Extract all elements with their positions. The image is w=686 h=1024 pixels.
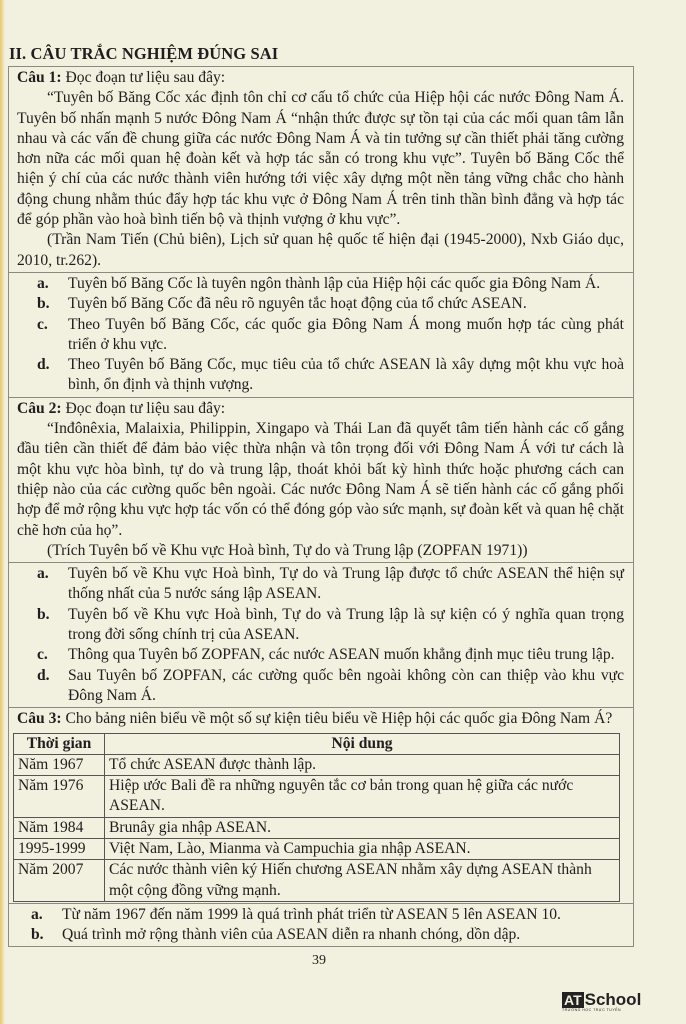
school-logo [562, 990, 641, 1012]
option-label: d. [37, 666, 50, 684]
cell-content: Việt Nam, Lào, Mianma và Campuchia gia nhập ASEAN. [105, 838, 620, 859]
question-prompt: Đọc đoạn tư liệu sau đây: [65, 399, 226, 417]
table-row [14, 860, 620, 902]
option-c [17, 315, 624, 356]
cell-time: Năm 1984 [14, 817, 105, 838]
question-1-options [9, 273, 633, 398]
column-header-content: Nội dung [105, 733, 620, 754]
quote-text: “Tuyên bố Băng Cốc xác định tôn chỉ cơ cấu tổ chức của Hiệp hội các nước Đông Nam Á. Tuyên bố nhấn mạnh 5 nước Đông Nam Á “nhận thức được sự tồn tại của các mối quan tâm lẫn nhau và các vấn đề chung giữa các nước Đông Nam Á và tin tưởng sự cần thiết phải tăng cường hơn nữa các mối quan hệ đoàn kết và hợp tác sẵn có trong khu vực”. Tuyên bố Băng Cốc thể hiện ý chí của các nước thành viên hướng tới việc xây dựng một nền tảng vững chắc cho hành động chung nhằm thúc đẩy hợp tác khu vực ở Đông Nam Á trên tinh thần bình đẳng và hợp tác để góp phần vào hoà bình tiến bộ và thịnh vượng ở khu vực”. [17, 89, 624, 229]
option-label: b. [37, 605, 50, 623]
question-label: Câu 2: [17, 399, 62, 417]
question-prompt: Cho bảng niên biểu về một số sự kiện tiêu biểu về Hiệp hội các quốc gia Đông Nam Á? [65, 710, 613, 728]
logo-mark: AT [564, 992, 582, 1008]
question-3-options [9, 904, 633, 948]
question-1-passage [9, 67, 633, 273]
option-b [17, 605, 624, 646]
option-label: d. [37, 356, 50, 374]
cell-time: 1995-1999 [14, 838, 105, 859]
option-text: Quá trình mở rộng thành viên của ASEAN diễn ra nhanh chóng, dồn dập. [62, 926, 521, 944]
table-row [14, 838, 620, 859]
cell-content: Hiệp ước Bali đề ra những nguyên tắc cơ bản trong quan hệ giữa các nước ASEAN. [105, 776, 620, 818]
logo-tagline: TRƯỜNG HỌC TRỰC TUYẾN [562, 1008, 622, 1012]
option-label: a. [37, 565, 49, 583]
page-number: 39 [312, 953, 326, 968]
table-header-row [14, 733, 620, 754]
option-d [17, 666, 624, 707]
option-text: Tuyên bố về Khu vực Hoà bình, Tự do và Trung lập là sự kiện có ý nghĩa quan trọng trong đời sống chính trị của ASEAN. [68, 605, 624, 644]
option-text: Tuyên bố Băng Cốc đã nêu rõ nguyên tắc hoạt động của tổ chức ASEAN. [68, 295, 527, 313]
table-row [14, 754, 620, 775]
option-label: c. [37, 646, 48, 664]
option-b [17, 294, 624, 314]
option-b [17, 925, 624, 945]
cell-time: Năm 1976 [14, 776, 105, 818]
question-prompt: Đọc đoạn tư liệu sau đây: [65, 69, 226, 86]
option-text: Từ năm 1967 đến năm 1999 là quá trình phát triển từ ASEAN 5 lên ASEAN 10. [62, 905, 561, 923]
section-title: II. CÂU TRẮC NGHIỆM ĐÚNG SAI [9, 44, 279, 63]
option-a [17, 274, 624, 294]
option-label: a. [31, 905, 43, 923]
option-label: b. [31, 926, 44, 944]
cell-content: Brunây gia nhập ASEAN. [105, 817, 620, 838]
logo-name: School [584, 990, 642, 1009]
cell-time: Năm 2007 [14, 860, 105, 902]
table-row [14, 817, 620, 838]
column-header-time: Thời gian [14, 733, 105, 754]
table-row [14, 776, 620, 818]
option-a [17, 564, 624, 605]
option-label: c. [37, 315, 48, 333]
quote-text: “Inđônêxia, Malaixia, Philippin, Xingapo và Thái Lan đã quyết tâm tiến hành các cố gắng đầu tiên cần thiết để đảm bảo việc thừa nhận và tôn trọng đối với Đông Nam Á với tư cách là một khu vực hòa bình, tự do và trung lập, thoát khỏi bất kỳ hình thức hoặc phương cách can thiệp nào của các cường quốc bên ngoài. Các nước Đông Nam Á sẽ tiến hành các cố gắng phối hợp để mở rộng khu vực hợp tác vốn có thể đóng góp vào sức mạnh, sự đoàn kết và quan hệ chặt chẽ hơn của họ”. [17, 420, 624, 539]
cell-content: Tổ chức ASEAN được thành lập. [105, 754, 620, 775]
option-label: a. [37, 274, 49, 292]
question-label: Câu 1: [17, 69, 62, 86]
page-spine-shadow [0, 0, 5, 1024]
timeline-table [13, 733, 620, 902]
option-a [17, 905, 624, 925]
question-3-passage [9, 708, 633, 904]
questions-frame [8, 66, 634, 947]
question-2-passage [9, 398, 633, 563]
quote-source: (Trích Tuyên bố về Khu vực Hoà bình, Tự do và Trung lập (ZOPFAN 1971)) [47, 541, 528, 559]
option-text: Tuyên bố Băng Cốc là tuyên ngôn thành lập của Hiệp hội các quốc gia Đông Nam Á. [68, 274, 601, 292]
cell-time: Năm 1967 [14, 754, 105, 775]
cell-content: Các nước thành viên ký Hiến chương ASEAN nhằm xây dựng ASEAN thành một cộng đồng vững mạnh. [105, 860, 620, 902]
option-text: Theo Tuyên bố Băng Cốc, các quốc gia Đông Nam Á mong muốn hợp tác cùng phát triển ở khu vực. [68, 315, 624, 353]
option-text: Theo Tuyên bố Băng Cốc, mục tiêu của tổ chức ASEAN là xây dựng một khu vực hoà bình, ổn định và thịnh vượng. [68, 356, 624, 394]
option-text: Tuyên bố về Khu vực Hoà bình, Tự do và Trung lập được tổ chức ASEAN thể hiện sự thống nhất của 5 nước sáng lập ASEAN. [68, 565, 624, 603]
option-label: b. [37, 295, 50, 313]
option-c [17, 645, 624, 665]
option-text: Thông qua Tuyên bố ZOPFAN, các nước ASEAN muốn khẳng định mục tiêu trung lập. [68, 646, 615, 664]
option-text: Sau Tuyên bố ZOPFAN, các cường quốc bên ngoài không còn can thiệp vào khu vực Đông Nam Á. [68, 666, 624, 704]
option-d [17, 355, 624, 396]
question-label: Câu 3: [17, 710, 62, 728]
question-2-options [9, 563, 633, 708]
quote-source: (Trần Nam Tiến (Chủ biên), Lịch sử quan hệ quốc tế hiện đại (1945-2000), Nxb Giáo dục, 2010, tr.262). [17, 231, 624, 269]
